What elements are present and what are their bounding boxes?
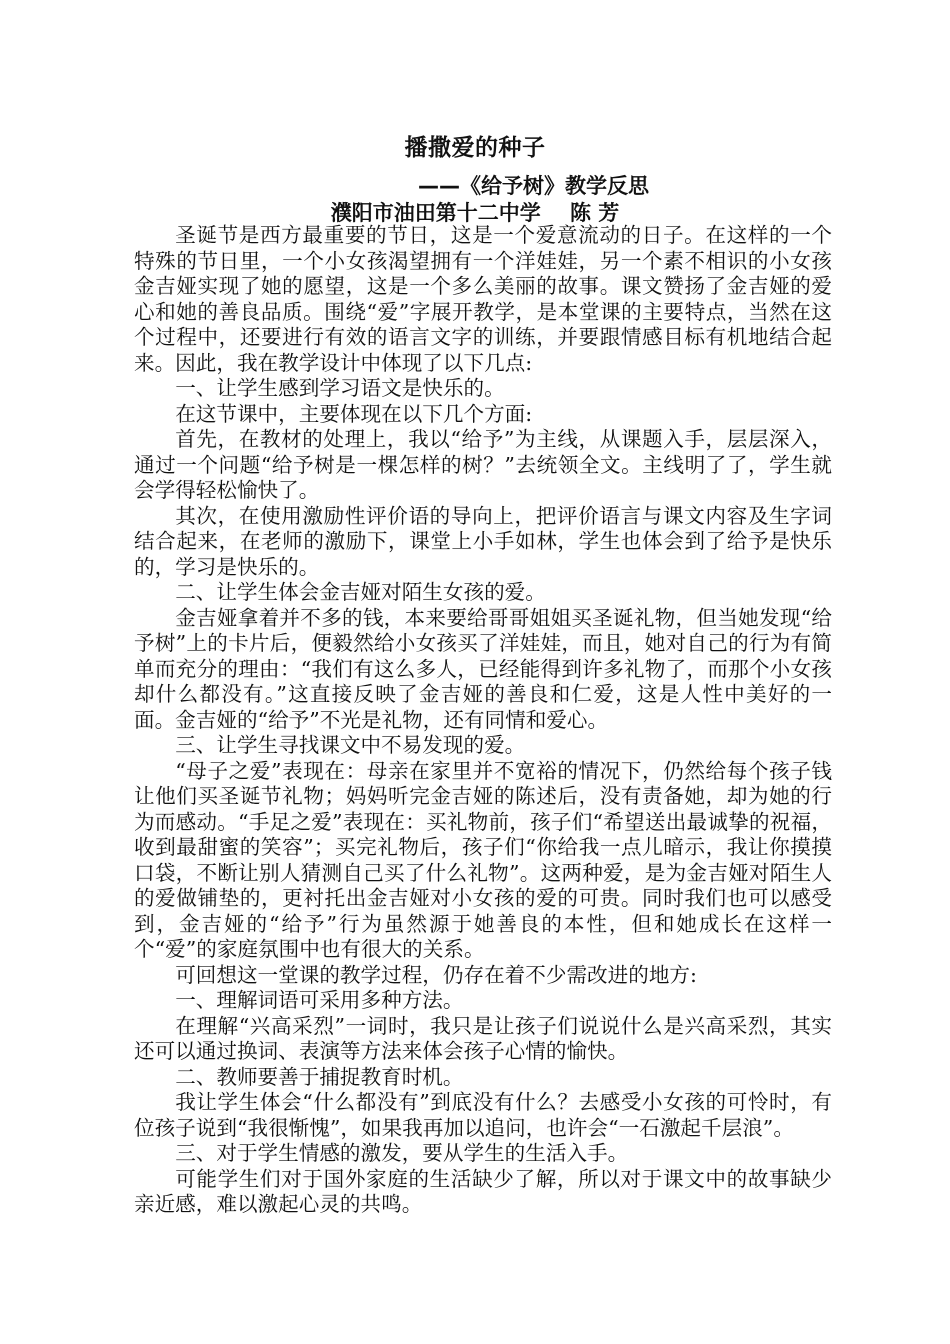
paragraph: 三、对于学生情感的激发，要从学生的生活入手。 xyxy=(175,1141,629,1165)
paragraph: 我让学生体会“什么都没有”到底没有什么？去感受小女孩的可怜时，有位孩子说到“我很惭愧”，如果我再加以追问，也许会“一石激起千层浪”。 xyxy=(134,1090,832,1140)
paragraph: 其次，在使用激励性评价语的导向上，把评价语言与课文内容及生字词结合起来，在老师的激励下，课堂上小手如林，学生也体会到了给予是快乐的，学习是快乐的。 xyxy=(134,503,832,579)
paragraph: 一、让学生感到学习语文是快乐的。 xyxy=(175,376,505,400)
document-subtitle: ——《给予树》教学反思 xyxy=(418,174,649,198)
paragraph: 一、理解词语可采用多种方法。 xyxy=(175,988,464,1012)
paragraph: 圣诞节是西方最重要的节日，这是一个爱意流动的日子。在这样的一个特殊的节日里，一个小女孩渴望拥有一个洋娃娃，另一个素不相识的小女孩金吉娅实现了她的愿望，这是一个多么美丽的故事。课文赞扬了金吉娅的爱心和她的善良品质。围绕“爱”字展开教学，是本堂课的主要特点，当然在这个过程中，还要进行有效的语言文字的训练，并要跟情感目标有机地结合起来。因此，我在教学设计中体现了以下几点: xyxy=(134,223,832,375)
paragraph: 可回想这一堂课的教学过程，仍存在着不少需改进的地方: xyxy=(175,962,697,987)
paragraph: 金吉娅拿着并不多的钱，本来要给哥哥姐姐买圣诞礼物，但当她发现“给予树”上的卡片后，便毅然给小女孩买了洋娃娃，而且，她对自己的行为有简单而充分的理由：“我们有这么多人，已经能得到许多礼物了，而那个小女孩却什么都没有。”这直接反映了金吉娅的善良和仁爱，这是人性中美好的一面。金吉娅的“给予”不光是礼物，还有同情和爱心。 xyxy=(134,605,832,732)
paragraph: 二、教师要善于捕捉教育时机。 xyxy=(175,1064,464,1089)
document-title: 播撒爱的种子 xyxy=(404,135,546,161)
author-line: 濮阳市油田第十二中学 陈 芳 xyxy=(330,201,620,225)
paragraph: 在这节课中，主要体现在以下几个方面: xyxy=(175,401,533,426)
paragraph: 二、让学生体会金吉娅对陌生女孩的爱。 xyxy=(175,580,546,604)
paragraph: 在理解“兴高采烈”一词时，我只是让孩子们说说什么是兴高采烈，其实还可以通过换词、表演等方法来体会孩子心情的愉快。 xyxy=(134,1013,832,1063)
document-body xyxy=(134,223,832,1218)
paragraph: 三、让学生寻找课文中不易发现的爱。 xyxy=(175,733,526,757)
paragraph: 首先，在教材的处理上，我以“给予”为主线，从课题入手，层层深入，通过一个问题“给予树是一棵怎样的树？”去统领全文。主线明了了，学生就会学得轻松愉快了。 xyxy=(134,427,832,502)
paragraph: 可能学生们对于国外家庭的生活缺少了解，所以对于课文中的故事缺少亲近感，难以激起心灵的共鸣。 xyxy=(134,1166,832,1216)
paragraph: “母子之爱”表现在：母亲在家里并不宽裕的情况下，仍然给每个孩子钱让他们买圣诞节礼物；妈妈听完金吉娅的陈述后，没有责备她，却为她的行为而感动。“手足之爱”表现在：买礼物前，孩子们“希望送出最诚挚的祝福，收到最甜蜜的笑容”；买完礼物后，孩子们“你给我一点儿暗示，我让你摸摸口袋，不断让别人猜测自己买了什么礼物”。这两种爱，是为金吉娅对陌生人的爱做铺垫的，更衬托出金吉娅对小女孩的爱的可贵。同时我们也可以感受到，金吉娅的“给予”行为虽然源于她善良的本性，但和她成长在这样一个“爱”的家庭氛围中也有很大的关系。 xyxy=(134,758,832,961)
